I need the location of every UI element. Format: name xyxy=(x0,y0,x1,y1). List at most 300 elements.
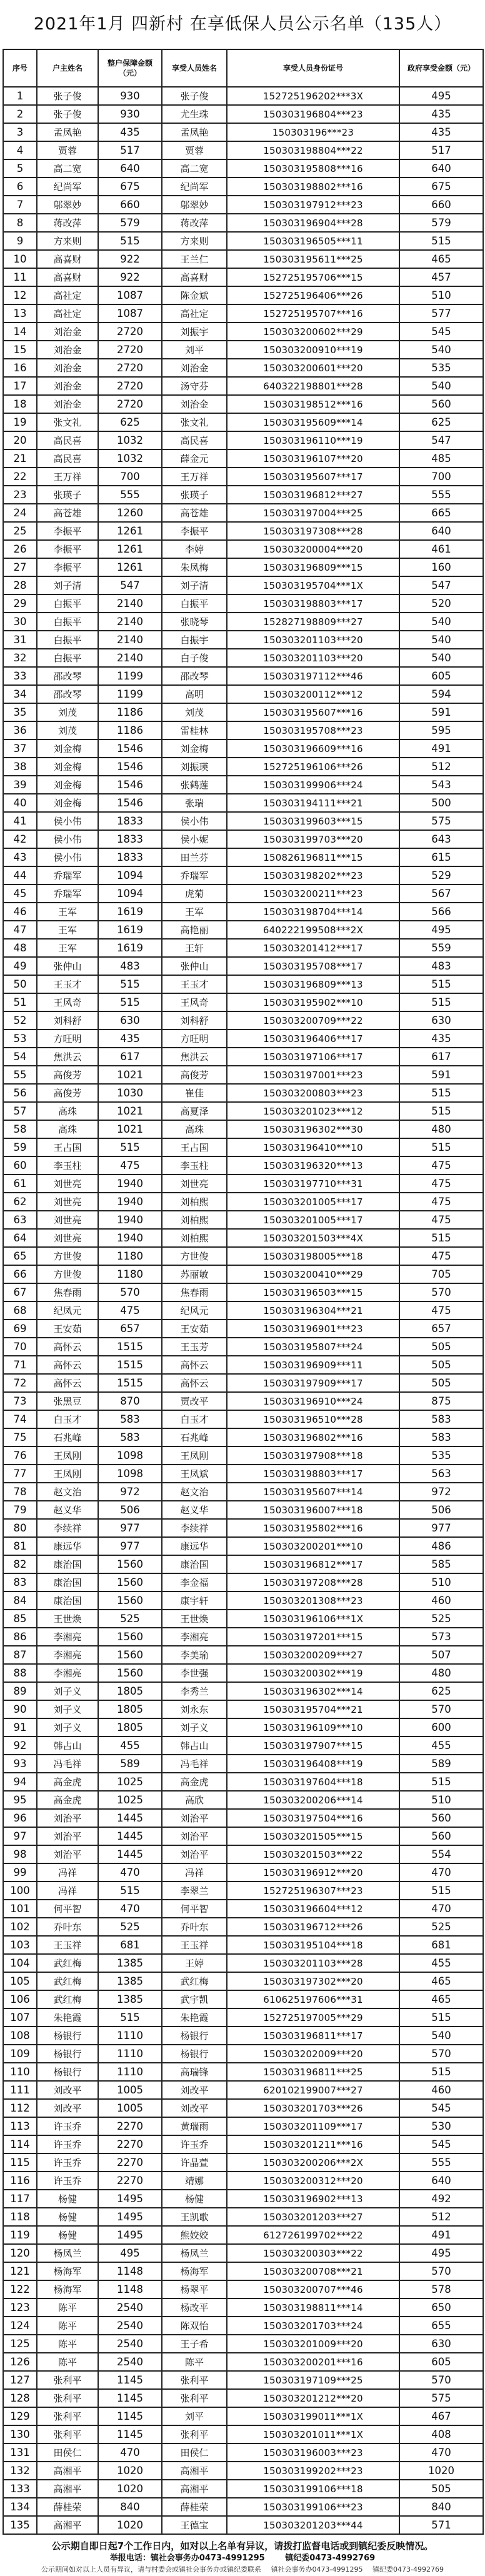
cell-recipient-name: 张瑛子 xyxy=(162,486,227,504)
cell-household-amount: 2720 xyxy=(98,323,162,341)
cell-individual-amount: 483 xyxy=(399,957,483,975)
cell-id-number: 150303196***23 xyxy=(227,123,399,141)
cell-individual-amount: 505 xyxy=(399,1374,483,1392)
cell-individual-amount: 517 xyxy=(399,141,483,159)
cell-individual-amount: 560 xyxy=(399,395,483,413)
cell-index: 109 xyxy=(3,2045,37,2063)
cell-household-amount: 455 xyxy=(98,1737,162,1755)
cell-recipient-name: 高二宽 xyxy=(162,159,227,178)
cell-id-number: 150303201011***1X xyxy=(227,2425,399,2443)
cell-recipient-name: 张文礼 xyxy=(162,413,227,431)
cell-household-amount: 1020 xyxy=(98,2480,162,2498)
cell-id-number: 150303198202***23 xyxy=(227,866,399,885)
cell-id-number: 150303196304***21 xyxy=(227,1301,399,1320)
cell-id-number: 150303199906***24 xyxy=(227,776,399,794)
cell-recipient-name: 白子俊 xyxy=(162,649,227,667)
cell-id-number: 150303201505***15 xyxy=(227,1827,399,1845)
cell-individual-amount: 515 xyxy=(399,1138,483,1156)
table-row xyxy=(3,1809,483,1827)
cell-index: 1 xyxy=(3,87,37,105)
cell-id-number: 150303196809***15 xyxy=(227,558,399,576)
cell-household-head: 武红梅 xyxy=(37,1954,98,1972)
cell-household-head: 高民喜 xyxy=(37,431,98,449)
table-row xyxy=(3,2045,483,2063)
cell-household-amount: 1261 xyxy=(98,558,162,576)
cell-id-number: 150303196909***11 xyxy=(227,1356,399,1374)
cell-id-number: 150303200602***29 xyxy=(227,323,399,341)
cell-individual-amount: 505 xyxy=(399,2480,483,2498)
cell-household-head: 高怀云 xyxy=(37,1356,98,1374)
cell-id-number: 152725196406***26 xyxy=(227,286,399,304)
cell-index: 27 xyxy=(3,558,37,576)
cell-household-head: 高珠 xyxy=(37,1102,98,1120)
cell-recipient-name: 雷桂林 xyxy=(162,721,227,739)
cell-id-number: 150303195704***1X xyxy=(227,576,399,594)
table-row xyxy=(3,486,483,504)
cell-index: 128 xyxy=(3,2389,37,2407)
cell-id-number: 150303195609***14 xyxy=(227,413,399,431)
cell-id-number: 150303196109***10 xyxy=(227,1718,399,1737)
cell-household-head: 田侯仁 xyxy=(37,2443,98,2462)
cell-id-number: 150303198005***18 xyxy=(227,1247,399,1265)
cell-household-amount: 525 xyxy=(98,1918,162,1936)
cell-recipient-name: 王兰仁 xyxy=(162,250,227,268)
cell-index: 10 xyxy=(3,250,37,268)
cell-individual-amount: 630 xyxy=(399,2335,483,2353)
table-row xyxy=(3,975,483,993)
cell-recipient-name: 熊姣姣 xyxy=(162,2226,227,2244)
cell-individual-amount: 650 xyxy=(399,2298,483,2317)
cell-individual-amount: 591 xyxy=(399,1066,483,1084)
table-row xyxy=(3,613,483,631)
cell-household-head: 白振平 xyxy=(37,631,98,649)
cell-household-head: 焦洪云 xyxy=(37,1048,98,1066)
cell-recipient-name: 高民喜 xyxy=(162,431,227,449)
cell-household-head: 王玉祥 xyxy=(37,1936,98,1954)
cell-household-head: 高喜财 xyxy=(37,268,98,286)
cell-index: 70 xyxy=(3,1338,37,1356)
cell-household-amount: 515 xyxy=(98,1882,162,1900)
cell-id-number: 150303200209***27 xyxy=(227,1646,399,1664)
table-row xyxy=(3,1283,483,1301)
cell-individual-amount: 535 xyxy=(399,1446,483,1465)
cell-recipient-name: 乔叶东 xyxy=(162,1918,227,1936)
cell-recipient-name: 高社定 xyxy=(162,304,227,323)
col-household-head-header: 户主姓名 xyxy=(37,49,98,87)
cell-individual-amount: 435 xyxy=(399,123,483,141)
cell-household-amount: 1110 xyxy=(98,2045,162,2063)
cell-id-number: 150303196510***28 xyxy=(227,1410,399,1428)
cell-individual-amount: 515 xyxy=(399,1102,483,1120)
cell-id-number: 150303201503***22 xyxy=(227,1845,399,1863)
cell-household-amount: 1445 xyxy=(98,1827,162,1845)
cell-household-head: 高社定 xyxy=(37,304,98,323)
cell-index: 22 xyxy=(3,468,37,486)
cell-id-number: 152725195707***16 xyxy=(227,304,399,323)
footer-small-text: 公示期间如对以上人员有异议，请与村委会或镇社会事务办或镇纪委联系 xyxy=(41,2565,262,2573)
table-row xyxy=(3,631,483,649)
cell-index: 100 xyxy=(3,1882,37,1900)
cell-household-head: 王军 xyxy=(37,921,98,939)
cell-index: 125 xyxy=(3,2335,37,2353)
cell-household-head: 高怀云 xyxy=(37,1374,98,1392)
cell-household-head: 刘治金 xyxy=(37,341,98,359)
cell-index: 116 xyxy=(3,2172,37,2190)
table-row xyxy=(3,2081,483,2099)
cell-index: 36 xyxy=(3,721,37,739)
cell-household-head: 方来则 xyxy=(37,232,98,250)
cell-index: 12 xyxy=(3,286,37,304)
cell-index: 39 xyxy=(3,776,37,794)
cell-household-head: 陈平 xyxy=(37,2335,98,2353)
cell-individual-amount: 972 xyxy=(399,1483,483,1501)
table-row xyxy=(3,1519,483,1537)
cell-household-amount: 922 xyxy=(98,268,162,286)
cell-recipient-name: 邵改琴 xyxy=(162,667,227,685)
cell-recipient-name: 刘改平 xyxy=(162,2081,227,2099)
cell-household-head: 张黑豆 xyxy=(37,1392,98,1410)
cell-index: 87 xyxy=(3,1646,37,1664)
cell-id-number: 150303196812***27 xyxy=(227,486,399,504)
cell-index: 40 xyxy=(3,794,37,812)
cell-index: 89 xyxy=(3,1682,37,1700)
cell-id-number: 150303197308***28 xyxy=(227,522,399,540)
cell-individual-amount: 589 xyxy=(399,1755,483,1773)
cell-recipient-name: 刘治金 xyxy=(162,395,227,413)
cell-index: 111 xyxy=(3,2081,37,2099)
cell-index: 63 xyxy=(3,1211,37,1229)
table-row xyxy=(3,2280,483,2298)
cell-individual-amount: 510 xyxy=(399,1573,483,1591)
cell-id-number: 150303196408***19 xyxy=(227,1755,399,1773)
cell-index: 52 xyxy=(3,1011,37,1030)
cell-household-head: 许玉乔 xyxy=(37,2172,98,2190)
cell-household-head: 康远华 xyxy=(37,1537,98,1555)
cell-recipient-name: 王轩 xyxy=(162,939,227,957)
cell-recipient-name: 杨健 xyxy=(162,2190,227,2208)
cell-household-head: 王安茹 xyxy=(37,1320,98,1338)
cell-id-number: 150303195807***24 xyxy=(227,1338,399,1356)
cell-individual-amount: 495 xyxy=(399,87,483,105)
cell-household-head: 王凤刚 xyxy=(37,1465,98,1483)
cell-household-amount: 1180 xyxy=(98,1265,162,1283)
cell-household-amount: 675 xyxy=(98,178,162,196)
cell-household-head: 邬翠妙 xyxy=(37,196,98,214)
cell-recipient-name: 张子俊 xyxy=(162,87,227,105)
cell-id-number: 150303200601***20 xyxy=(227,359,399,377)
cell-household-head: 高珠 xyxy=(37,1120,98,1138)
col-index-header: 序号 xyxy=(3,49,37,87)
cell-id-number: 150303196811***25 xyxy=(227,2063,399,2081)
cell-index: 64 xyxy=(3,1229,37,1247)
table-row xyxy=(3,2172,483,2190)
cell-index: 14 xyxy=(3,323,37,341)
cell-household-head: 杨银行 xyxy=(37,2045,98,2063)
cell-household-amount: 972 xyxy=(98,1483,162,1501)
cell-household-amount: 1560 xyxy=(98,1664,162,1682)
cell-recipient-name: 许玉乔 xyxy=(162,2135,227,2153)
cell-recipient-name: 张利平 xyxy=(162,2389,227,2407)
cell-id-number: 150303197004***25 xyxy=(227,504,399,522)
cell-individual-amount: 435 xyxy=(399,1030,483,1048)
cell-household-head: 侯小伟 xyxy=(37,830,98,848)
cell-household-head: 乔瑞军 xyxy=(37,866,98,885)
cell-id-number: 150303196712***26 xyxy=(227,1918,399,1936)
cell-household-head: 杨健 xyxy=(37,2208,98,2226)
cell-id-number: 150303196604***12 xyxy=(227,1900,399,1918)
cell-recipient-name: 刘治平 xyxy=(162,1827,227,1845)
cell-index: 96 xyxy=(3,1809,37,1827)
cell-recipient-name: 李世强 xyxy=(162,1664,227,1682)
cell-individual-amount: 465 xyxy=(399,250,483,268)
cell-household-amount: 2540 xyxy=(98,2298,162,2317)
cell-household-head: 冯祥 xyxy=(37,1863,98,1882)
table-row xyxy=(3,1610,483,1628)
cell-household-amount: 583 xyxy=(98,1428,162,1446)
cell-household-head: 杨健 xyxy=(37,2226,98,2244)
table-row xyxy=(3,304,483,323)
table-header xyxy=(3,49,483,87)
table-row xyxy=(3,2371,483,2389)
cell-id-number: 150303200312***20 xyxy=(227,2172,399,2190)
table-row xyxy=(3,268,483,286)
cell-index: 110 xyxy=(3,2063,37,2081)
cell-household-amount: 1260 xyxy=(98,504,162,522)
cell-household-head: 方世俊 xyxy=(37,1247,98,1265)
cell-household-amount: 1145 xyxy=(98,2425,162,2443)
cell-id-number: 150303195708***23 xyxy=(227,721,399,739)
table-row xyxy=(3,2516,483,2534)
cell-individual-amount: 605 xyxy=(399,667,483,685)
cell-household-head: 白振平 xyxy=(37,649,98,667)
cell-index: 107 xyxy=(3,2008,37,2027)
cell-index: 77 xyxy=(3,1465,37,1483)
table-row xyxy=(3,2099,483,2117)
table-row xyxy=(3,2190,483,2208)
cell-household-head: 朱艳霞 xyxy=(37,2008,98,2027)
cell-index: 18 xyxy=(3,395,37,413)
cell-id-number: 150303198803***17 xyxy=(227,594,399,613)
cell-individual-amount: 555 xyxy=(399,2153,483,2172)
cell-id-number: 150303200302***19 xyxy=(227,1664,399,1682)
cell-household-head: 李湘亮 xyxy=(37,1664,98,1682)
cell-individual-amount: 480 xyxy=(399,1120,483,1138)
cell-recipient-name: 张仲山 xyxy=(162,957,227,975)
cell-id-number: 150303201211***16 xyxy=(227,2135,399,2153)
cell-individual-amount: 545 xyxy=(399,2135,483,2153)
footer-notice: 公示期自即日起7个工作日内，如对以上名单有异议，请拨打监督电话或到镇纪委反映情况。 xyxy=(51,2540,434,2552)
table-row xyxy=(3,2027,483,2045)
cell-id-number: 620102199007***27 xyxy=(227,2081,399,2099)
cell-individual-amount: 515 xyxy=(399,2063,483,2081)
cell-individual-amount: 512 xyxy=(399,758,483,776)
table-row xyxy=(3,939,483,957)
cell-id-number: 150303200707***46 xyxy=(227,2280,399,2298)
cell-id-number: 150303196007***18 xyxy=(227,1501,399,1519)
table-row xyxy=(3,758,483,776)
cell-household-head: 王凤刚 xyxy=(37,1446,98,1465)
cell-household-head: 高民喜 xyxy=(37,449,98,468)
table-row xyxy=(3,141,483,159)
cell-household-amount: 570 xyxy=(98,1283,162,1301)
cell-id-number: 150303197201***15 xyxy=(227,1628,399,1646)
cell-index: 95 xyxy=(3,1791,37,1809)
table-row xyxy=(3,377,483,395)
cell-index: 57 xyxy=(3,1102,37,1120)
cell-household-amount: 2720 xyxy=(98,395,162,413)
table-row xyxy=(3,2498,483,2516)
cell-household-amount: 1940 xyxy=(98,1211,162,1229)
cell-recipient-name: 张利平 xyxy=(162,2425,227,2443)
cell-index: 112 xyxy=(3,2099,37,2117)
cell-id-number: 150303200201***16 xyxy=(227,2353,399,2371)
table-row xyxy=(3,667,483,685)
cell-index: 59 xyxy=(3,1138,37,1156)
discipline-phone: 镇纪委0473-4992769 xyxy=(285,2553,376,2563)
cell-id-number: 150303200201***10 xyxy=(227,1537,399,1555)
cell-household-head: 高喜财 xyxy=(37,250,98,268)
cell-index: 118 xyxy=(3,2208,37,2226)
cell-recipient-name: 侯小妮 xyxy=(162,830,227,848)
cell-id-number: 150303195607***17 xyxy=(227,468,399,486)
cell-id-number: 150303199011***1X xyxy=(227,2407,399,2425)
cell-individual-amount: 547 xyxy=(399,431,483,449)
cell-recipient-name: 蒋改萍 xyxy=(162,214,227,232)
cell-recipient-name: 刘子义 xyxy=(162,1718,227,1737)
cell-id-number: 150303195607***16 xyxy=(227,703,399,721)
table-row xyxy=(3,866,483,885)
table-row xyxy=(3,1483,483,1501)
cell-recipient-name: 王凤刚 xyxy=(162,1446,227,1465)
table-row xyxy=(3,2443,483,2462)
cell-individual-amount: 455 xyxy=(399,1954,483,1972)
cell-recipient-name: 苏丽敏 xyxy=(162,1265,227,1283)
table-row xyxy=(3,1555,483,1573)
cell-id-number: 150303200410***29 xyxy=(227,1265,399,1283)
cell-household-amount: 1025 xyxy=(98,1773,162,1791)
table-row xyxy=(3,2208,483,2226)
cell-recipient-name: 纪尚军 xyxy=(162,178,227,196)
cell-index: 76 xyxy=(3,1446,37,1465)
cell-household-amount: 1110 xyxy=(98,2063,162,2081)
cell-household-amount: 625 xyxy=(98,413,162,431)
cell-index: 135 xyxy=(3,2516,37,2534)
cell-id-number: 150303196302***30 xyxy=(227,1120,399,1138)
cell-index: 81 xyxy=(3,1537,37,1555)
cell-index: 72 xyxy=(3,1374,37,1392)
cell-individual-amount: 700 xyxy=(399,468,483,486)
table-row xyxy=(3,794,483,812)
cell-individual-amount: 554 xyxy=(399,1845,483,1863)
cell-index: 5 xyxy=(3,159,37,178)
cell-individual-amount: 491 xyxy=(399,2226,483,2244)
table-row xyxy=(3,431,483,449)
cell-recipient-name: 武宇凯 xyxy=(162,1990,227,2008)
cell-household-amount: 1445 xyxy=(98,1809,162,1827)
cell-index: 102 xyxy=(3,1918,37,1936)
cell-index: 101 xyxy=(3,1900,37,1918)
cell-id-number: 150303196406***17 xyxy=(227,1030,399,1048)
cell-household-head: 何平智 xyxy=(37,1900,98,1918)
cell-household-head: 方旺明 xyxy=(37,1030,98,1048)
cell-recipient-name: 高怀云 xyxy=(162,1374,227,1392)
table-row xyxy=(3,1682,483,1700)
cell-household-amount: 1385 xyxy=(98,1954,162,1972)
footer-small-phone-2: 镇纪委0473-4992769 xyxy=(372,2565,444,2573)
cell-id-number: 150303194111***21 xyxy=(227,794,399,812)
table-row xyxy=(3,1446,483,1465)
cell-id-number: 610625197606***31 xyxy=(227,1990,399,2008)
cell-household-amount: 2140 xyxy=(98,631,162,649)
table-row xyxy=(3,1918,483,1936)
cell-id-number: 612726199702***22 xyxy=(227,2226,399,2244)
cell-recipient-name: 张利平 xyxy=(162,2371,227,2389)
cell-index: 29 xyxy=(3,594,37,613)
cell-household-amount: 1495 xyxy=(98,2226,162,2244)
cell-recipient-name: 王占国 xyxy=(162,1138,227,1156)
cell-id-number: 152725196307***23 xyxy=(227,1882,399,1900)
table-row xyxy=(3,1301,483,1320)
cell-recipient-name: 黄瑞雨 xyxy=(162,2117,227,2135)
cell-household-amount: 589 xyxy=(98,1755,162,1773)
cell-recipient-name: 贾蓉 xyxy=(162,141,227,159)
cell-recipient-name: 李湘亮 xyxy=(162,1628,227,1646)
cell-household-amount: 1833 xyxy=(98,848,162,866)
cell-household-amount: 1805 xyxy=(98,1700,162,1718)
cell-household-amount: 1094 xyxy=(98,866,162,885)
table-row xyxy=(3,1737,483,1755)
cell-individual-amount: 510 xyxy=(399,286,483,304)
cell-household-amount: 2720 xyxy=(98,359,162,377)
cell-individual-amount: 520 xyxy=(399,594,483,613)
cell-household-head: 杨海军 xyxy=(37,2262,98,2280)
cell-recipient-name: 杨凤兰 xyxy=(162,2244,227,2262)
cell-recipient-name: 孟凤艳 xyxy=(162,123,227,141)
table-body xyxy=(3,87,483,2534)
cell-individual-amount: 573 xyxy=(399,1628,483,1646)
cell-household-amount: 2720 xyxy=(98,341,162,359)
cell-id-number: 150303196802***16 xyxy=(227,1428,399,1446)
cell-id-number: 152827198809***27 xyxy=(227,613,399,631)
cell-household-head: 刘科舒 xyxy=(37,1011,98,1030)
cell-index: 123 xyxy=(3,2298,37,2317)
cell-recipient-name: 刘振宇 xyxy=(162,323,227,341)
cell-id-number: 150303198804***22 xyxy=(227,141,399,159)
cell-household-head: 高湘平 xyxy=(37,2462,98,2480)
cell-household-head: 刘金梅 xyxy=(37,739,98,758)
cell-id-number: 150303196503***15 xyxy=(227,1283,399,1301)
cell-recipient-name: 王玉芳 xyxy=(162,1338,227,1356)
table-row xyxy=(3,468,483,486)
cell-individual-amount: 655 xyxy=(399,2317,483,2335)
cell-household-head: 杨银行 xyxy=(37,2063,98,2081)
cell-individual-amount: 640 xyxy=(399,2172,483,2190)
cell-household-amount: 660 xyxy=(98,196,162,214)
cell-index: 62 xyxy=(3,1193,37,1211)
cell-household-amount: 1560 xyxy=(98,1573,162,1591)
cell-id-number: 150303201203***44 xyxy=(227,2516,399,2534)
cell-id-number: 150303201703***26 xyxy=(227,2099,399,2117)
cell-id-number: 150303197907***15 xyxy=(227,1737,399,1755)
cell-id-number: 150303200206***14 xyxy=(227,1791,399,1809)
cell-index: 115 xyxy=(3,2153,37,2172)
cell-household-head: 陈平 xyxy=(37,2317,98,2335)
cell-index: 45 xyxy=(3,885,37,903)
cell-individual-amount: 535 xyxy=(399,359,483,377)
cell-index: 83 xyxy=(3,1573,37,1591)
cell-recipient-name: 冯毛祥 xyxy=(162,1755,227,1773)
cell-id-number: 150303197909***17 xyxy=(227,1374,399,1392)
